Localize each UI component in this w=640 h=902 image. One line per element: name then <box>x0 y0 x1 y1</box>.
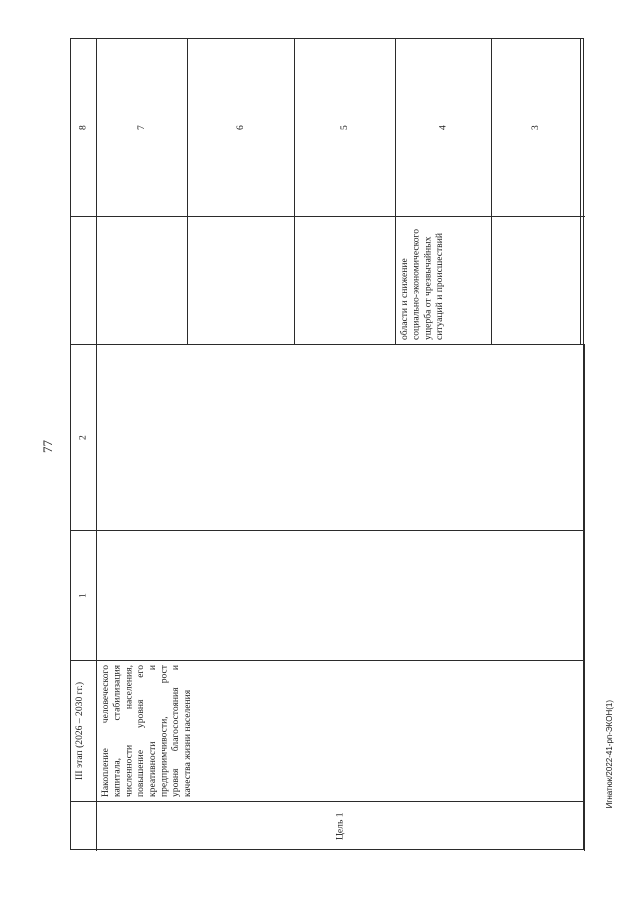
header-col-1: 1 <box>71 531 97 661</box>
continuation-col-5 <box>295 217 396 345</box>
header-col-7: 7 <box>97 39 188 217</box>
header-col-2: 2 <box>71 345 97 531</box>
header-col-6: 6 <box>188 39 295 217</box>
page-number: 77 <box>40 440 55 453</box>
stage-label-cont <box>71 802 97 851</box>
continuation-col-4: области и снижение социально-экономического ущерба от чрезвычайных ситуаций и происшествий <box>396 217 492 345</box>
document-code: Игнатюк/2022-41-рп-ЭКОН(1) <box>605 700 614 809</box>
continuation-edge <box>581 217 585 345</box>
continuation-col-8 <box>71 217 97 345</box>
goal-text-placeholder <box>97 345 585 531</box>
header-col-8: 8 <box>71 39 97 217</box>
continuation-col-6 <box>188 217 295 345</box>
header-col-edge <box>581 39 585 217</box>
goal-1-row <box>97 531 585 661</box>
continuation-col-3 <box>492 217 581 345</box>
continuation-col-7 <box>97 217 188 345</box>
header-col-4: 4 <box>396 39 492 217</box>
goal-1-text: Накопление человеческого капитала, стабилизация численности населения, повышение уровня его креативности и предприимчивости, рост уровня благосостояния и качества жизни населения <box>97 661 585 802</box>
goal-1-label: Цель 1 <box>97 802 585 851</box>
stage-label: III этап (2026 – 2030 гг.) <box>71 661 97 802</box>
header-col-3: 3 <box>492 39 581 217</box>
header-col-5: 5 <box>295 39 396 217</box>
strategy-table <box>70 38 584 850</box>
